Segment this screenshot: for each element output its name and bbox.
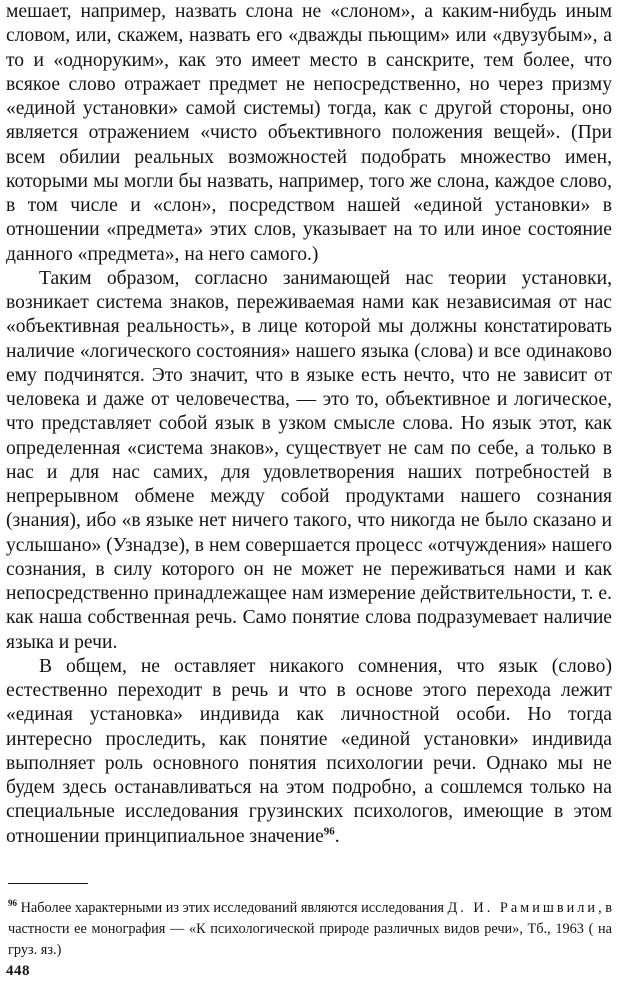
footnote-text-after: , в частности ее монография — «К психологической природе различных видов речи», Тб., 1963 ( на груз. яз.) bbox=[8, 900, 612, 958]
footnote-reference[interactable]: 96 bbox=[323, 824, 335, 837]
footnote-divider bbox=[8, 883, 88, 884]
paragraph-3-text: В общем, не оставляет никакого сомнения, что язык (слово) естественно переходит в речь и что в основе этого перехода лежит «единая установка» индивида как личностной особи. Но тогда интересно проследить, как понятие «единой установки» индивида выполняет роль основного понятия психологии речи. Однако мы не будем здесь останавливаться на этом подробно, а сошлемся только на специальные исследования грузинских психологов, имеющие в этом отношении принципиальное значение bbox=[6, 655, 612, 847]
paragraph-2 bbox=[6, 267, 612, 655]
page-number: 448 bbox=[6, 963, 30, 979]
main-text bbox=[6, 0, 612, 849]
footnote-author: Д. И. Рамишвили bbox=[447, 900, 599, 916]
paragraph-3: В общем, не оставляет никакого сомнения, что язык (слово) естественно переходит в речь и что в основе этого перехода лежит «единая установка» индивида как личностной особи. Но тогда интересно проследить, как понятие «единой установки» индивида выполняет роль основного понятия психологии речи. Однако мы не будем здесь останавливаться на этом подробно, а сошлемся только на специальные исследования грузинских психологов, имеющие в этом отношении принципиальное значение$^{96}$. bbox=[6, 655, 612, 847]
paragraph-1 bbox=[6, 0, 612, 267]
footnote-text-before: Наболее характерными из этих исследований являются исследования bbox=[20, 900, 448, 916]
paragraph-2-text: Таким образом, согласно занимающей нас теории установки, возникает система знаков, переживаемая нами как независимая от нас «объективная реальность», в лице которой мы должны констатировать наличие «логического состояния» нашего языка (слова) и все одинаково ему подчинятся. Это значит, что в языке есть нечто, что не зависит от человека и даже от человечества, — это то, объективное и логическое, что представляет собой язык в узком смысле слова. Но язык этот, как определенная «система знаков», существует не сам по себе, а только в нас и для нас самих, для удовлетворения наших потребностей в непрерывном обмене между собой продуктами нашего сознания (знания), ибо «в языке нет ничего такого, что никогда не было сказано и услышано» (Узнадзе), в нем совершается процесс «отчуждения» нашего сознания, в силу которого он не может не переживаться нами и как непосредственно принадлежащее нам измерение действительности, т. е. как наша собственная речь. Само понятие слова подразумевает наличие языка и речи. bbox=[6, 267, 612, 653]
paragraph-1-text: мешает, например, назвать слона не «слоном», а каким-нибудь иным словом, или, скажем, назвать его «дважды пьющим» или «двузубым», а то и «одноруким», как это имеет место в санскрите, тем более, что всякое слово отражает предмет не непосредственно, но через призму «единой установки» самой системы) тогда, как с другой стороны, оно является отражением «чисто объективного положения вещей». (При всем обилии реальных возможностей подобрать множество имен, которыми мы могли бы назвать, например, того же слона, каждое слово, в том числе и «слон», посредством нашей «единой установки» в отношении «предмета» этих слов, указывает на то или иное состояние данного «предмета», на него самого.) bbox=[6, 1, 612, 265]
footnote bbox=[8, 898, 612, 961]
footnote-number: 96 bbox=[8, 898, 17, 909]
